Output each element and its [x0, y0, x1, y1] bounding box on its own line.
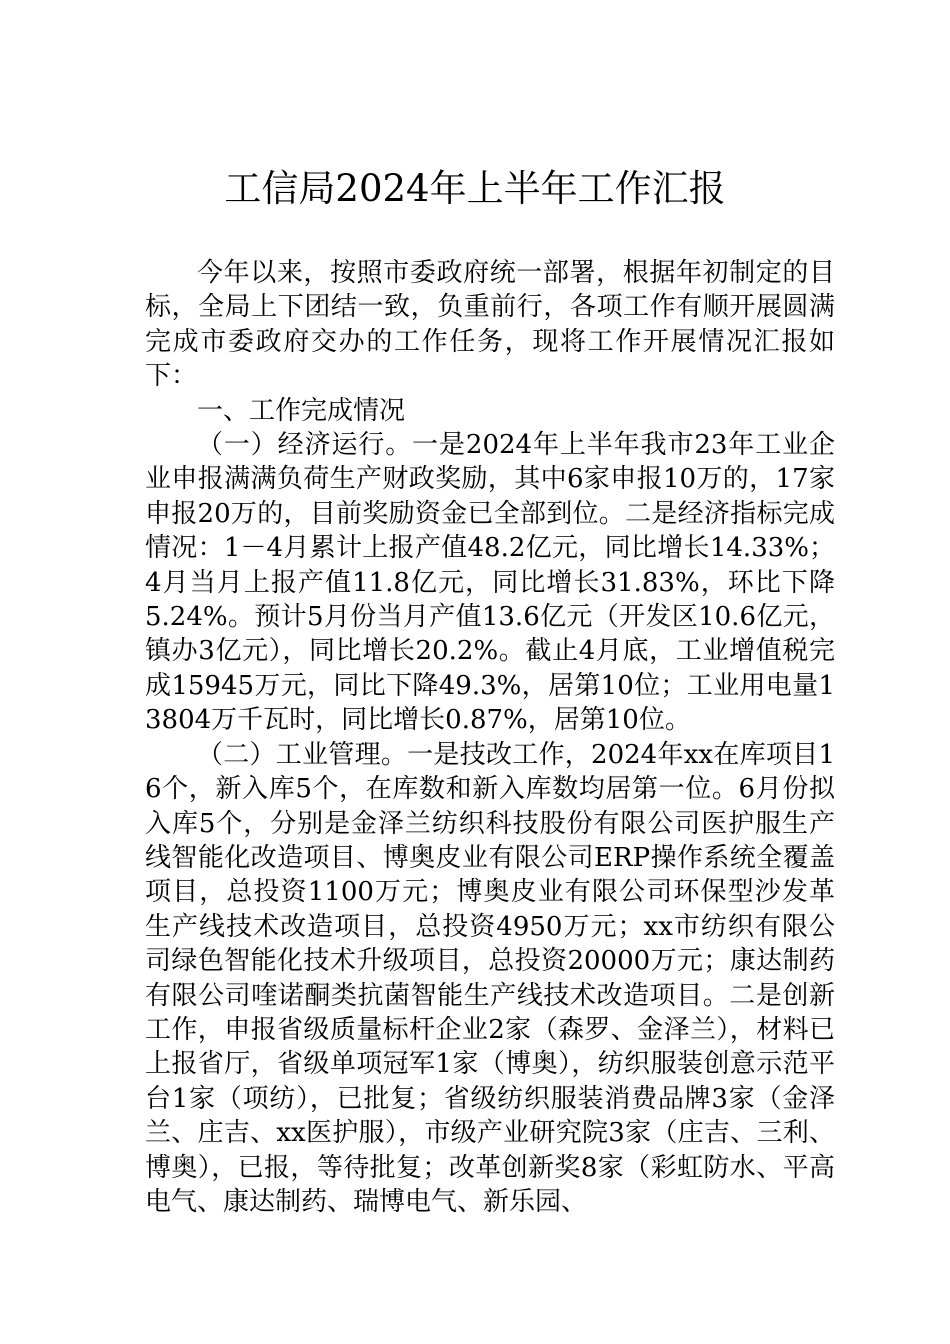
paragraph-industrial-management: （二）工业管理。一是技改工作，2024年xx在库项目16个，新入库5个，在库数和新入库数均居第一位。6月份拟入库5个，分别是金泽兰纺织科技股份有限公司医护服生产线智能化改造项目、博奥皮业有限公司ERP操作系统全覆盖项目，总投资1100万元；博奥皮业有限公司环保型沙发革生产线技术改造项目，总投资4950万元；xx市纺织有限公司绿色智能化技术升级项目，总投资20000万元；康达制药有限公司喹诺酮类抗菌智能生产线技术改造项目。二是创新工作，申报省级质量标杆企业2家（森罗、金泽兰），材料已上报省厅，省级单项冠军1家（博奥），纺织服装创意示范平台1家（项纺），已批复；省级纺织服装消费品牌3家（金泽兰、庄吉、xx医护服），市级产业研究院3家（庄吉、三利、博奥），已报，等待批复；改革创新奖8家（彩虹防水、平高电气、康达制药、瑞博电气、新乐园、 [145, 739, 835, 1217]
paragraph-economic-operation: （一）经济运行。一是2024年上半年我市23年工业企业申报满满负荷生产财政奖励，其中6家申报10万的，17家申报20万的，目前奖励资金已全部到位。二是经济指标完成情况：1－4月累计上报产值48.2亿元，同比增长14.33%；4月当月上报产值11.8亿元，同比增长31.83%，环比下降5.24%。预计5月份当月产值13.6亿元（开发区10.6亿元，镇办3亿元），同比增长20.2%。截止4月底，工业增值税完成15945万元，同比下降49.3%，居第10位；工业用电量13804万千瓦时，同比增长0.87%，居第10位。 [145, 430, 835, 736]
section-heading-work-completion: 一、工作完成情况 [197, 395, 406, 426]
document-body [145, 256, 835, 1219]
paragraph-intro: 今年以来，按照市委政府统一部署，根据年初制定的目标，全局上下团结一致，负重前行，各项工作有顺开展圆满完成市委政府交办的工作任务，现将工作开展情况汇报如下： [145, 258, 835, 392]
document-title: 工信局2024年上半年工作汇报 [224, 167, 726, 210]
